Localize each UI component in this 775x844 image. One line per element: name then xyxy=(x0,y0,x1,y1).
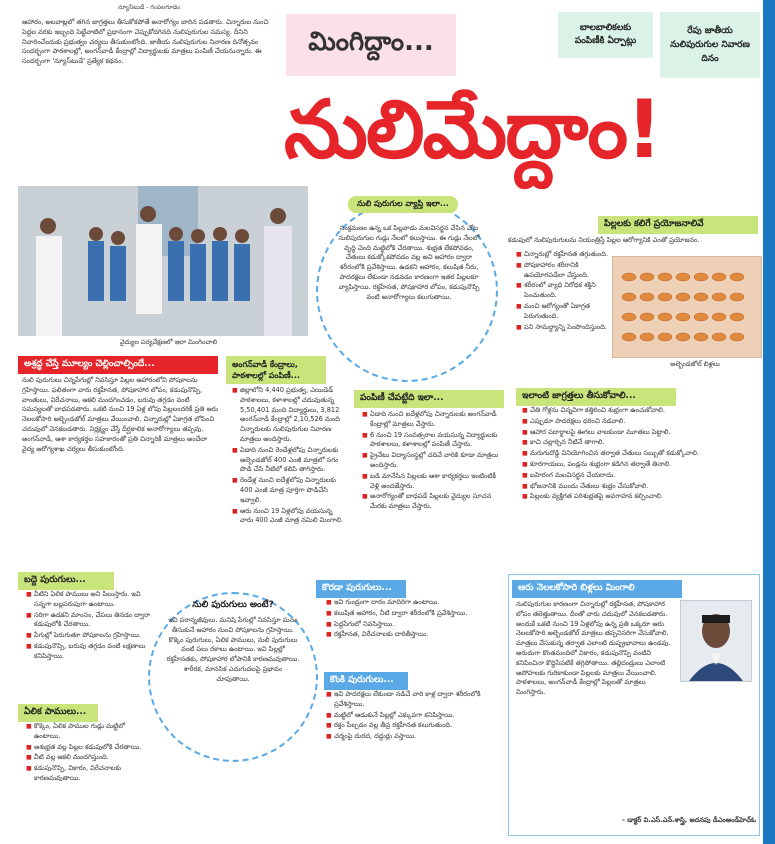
threadworm-item: ■ ఇవి గుండ్రంగా దారం మాదిరిగా ఉంటాయి. xyxy=(334,598,502,608)
roundworm-item: ■ కడుపునొప్పి, బరువు తగ్గడం వంటి లక్షణాలు కనిపిస్తాయి. xyxy=(34,642,152,662)
hookworm-item: ■ ఇవి పాదరక్షలు లేకుండా నడిచే వారి కాళ్ల ద్వారా శరీరంలోకి ప్రవేశిస్తాయి. xyxy=(334,690,502,710)
threadworm-item: ■ కలుషిత ఆహారం, నీటి ద్వారా శరీరంలోకి ప్రవేశిస్తాయి. xyxy=(334,609,502,619)
doctor-portrait xyxy=(681,601,751,681)
anganwadi-item: ■ ఆరు నుంచి 19 ఏళ్లలోపు వయసున్న వారు 400 ఎంజీ మాత్ర నమిలి మింగాలి. xyxy=(240,507,346,527)
tablets-illustration xyxy=(613,257,761,357)
roundworm-title: బద్దె పురుగులు... xyxy=(18,572,114,590)
hookworm-item: ■ మట్టిలో ఆడుకునే పిల్లల్లో ఎక్కువగా కనిపిస్తాయి. xyxy=(334,711,502,721)
threadworm-list xyxy=(326,598,502,666)
care-item: ■ ఆహార పదార్థాలపై ఈగలు వాలకుండా మూతలు పెట్టాలి. xyxy=(530,428,758,438)
care-item: ■ పిల్లలకు వ్యక్తిగత పరిశుభ్రతపై అవగాహన కల్పించాలి. xyxy=(530,492,758,502)
anganwadi-item: ■ జిల్లాలోని 4,440 ప్రభుత్వ, ఎయిడెడ్ పాఠశాలలు, కళాశాలల్లో చదువుతున్న 5,50,401 మంది విద్యార్థులు, 3,812 అంగన్‌వాడీ కేంద్రాల్లో 2,10,526 మంది చిన్నారులకు నులిపురుగుల నివారణ మాత్రలు అందిస్తారు. xyxy=(240,386,346,445)
roundworm-item: ■ వీటిని ఏలిక పాములు అని పిలుస్తారు. ఇవి సన్నగా బల్లపరుపుగా ఉంటాయి. xyxy=(34,590,152,610)
dose-list xyxy=(362,410,502,560)
byline: న్యూస్‌టుడే - గంపలగూడెం xyxy=(118,4,181,11)
threadworm-title: కొరడా పురుగులు... xyxy=(316,580,406,598)
roundworm-item: ■ సరిగా ఉడకని మాంసం, చేపలు తినడం ద్వారా కడుపులోకి చేరతాయి. xyxy=(34,611,152,631)
photo-caption: వైద్యుల పర్యవేక్షణలో ఇలా మింగించాలి xyxy=(120,338,218,346)
tag-box-distribution xyxy=(558,12,653,58)
dose-item: ■ అనారోగ్యంతో బాధపడే పిల్లలకు వైద్యుల సూచన మేరకు మాత్రలు వేస్తారు. xyxy=(370,492,502,512)
spread-circle-text: సంక్రమణం ఉన్న ఒక పిల్లవాడు మలవిసర్జన చేసిన చోట నులిపురుగుల గుడ్లు నేలలో కలుస్తాయి. ఈ గుడ్లు నేలలో వృద్ధి చెంది మట్టిలోకి చేరతాయి. శుభ్రత లేకపోవడం, చేతులు కడుక్కోకపోవడం వల్ల అవి ఆహారం ద్వారా శరీరంలోకి ప్రవేశిస్తాయి. ఉడకని ఆహారం, కలుషిత నీరు, పాదరక్షలు లేకుండా నడవడం కారణంగా ఇతర పిల్లలకూ వ్యాపిస్తాయి. రక్తహీనత, పోషకాహార లోపం, కడుపునొప్పి వంటి అనారోగ్యాలు కలుగుతాయి. xyxy=(338,224,480,301)
hookworm-item: ■ రక్తం పీల్చడం వల్ల తీవ్ర రక్తహీనత కలుగుతుంది. xyxy=(334,721,502,731)
pinworm-list xyxy=(26,722,152,834)
headline-kicker: మింగిద్దాం... xyxy=(308,27,434,57)
care-item: ■ కూరగాయలు, పండ్లను శుభ్రంగా కడిగిన తర్వాతే తినాలి. xyxy=(530,460,758,470)
roundworm-list xyxy=(26,590,152,696)
dose-item: ■ బడి మానేసిన పిల్లలకు ఆశా కార్యకర్తలు ఇంటింటికీ వెళ్లి అందజేస్తారు. xyxy=(370,472,502,492)
pinworm-item: ■ కడుపునొప్పి, వికారం, విరేచనాలకు కారణమవుతాయి. xyxy=(34,764,152,784)
benefit-item: ■ చిన్నారుల్లో రక్తహీనత తగ్గుతుంది. xyxy=(524,250,608,260)
definition-circle-text: ఇవి పరాన్నజీవులు. మనిషి పేగుల్లో నివసిస్తూ మనం తీసుకునే ఆహారం నుంచి పోషకాలను గ్రహిస్తాయి. కొక్కెం పురుగులు, ఏలిక పాములు, నులి పురుగులు వంటి పలు రకాలు ఉంటాయి. ఇవి పిల్లల్లో రక్తహీనతకు, పోషకాహార లోపానికి కారణమవుతాయి. శారీరక, మానసిక ఎదుగుదలపై ప్రభావం చూపుతాయి. xyxy=(166,616,300,683)
care-item: ■ కాచి చల్లార్చిన నీటినే తాగాలి. xyxy=(530,438,758,448)
anganwadi-title: అంగన్‌వాడీ కేంద్రాలు, పాఠశాలల్లో పంపిణీ... xyxy=(226,356,326,384)
care-title: ఇలాంటి జాగ్రత్తలు తీసుకోవాలి... xyxy=(516,388,676,406)
doctor-box-text: నులిపురుగుల కారణంగా చిన్నారుల్లో రక్తహీనత, పోషకాహార లోపం తలెత్తుతాయి. దీంతో వారు చదువులో వెనకబడతారు. అందుకే ఒకటి నుంచి 19 ఏళ్లలోపు ఉన్న ప్రతి ఒక్కరూ ఆరు నెలలకోసారి అల్బెండజోల్ మాత్రలు తప్పనిసరిగా వేసుకోవాలి. మాత్రలు వేసుకున్న తర్వాత ఎలాంటి దుష్ప్రభావాలు ఉండవు. అరుదుగా కొంతమందిలో వికారం, కడుపునొప్పి వంటివి కనిపించినా కొద్దిసేపటికే తగ్గిపోతాయి. తల్లిదండ్రులు ఎలాంటి అపోహలకు గురికాకుండా పిల్లలకు మాత్రలు వేయించాలి. పాఠశాలలు, అంగన్‌వాడీ కేంద్రాల్లో పిల్లలతో మాత్రలు మింగిస్తారు. xyxy=(516,600,671,697)
students-photo-illustration xyxy=(18,186,308,336)
headline-kicker-box xyxy=(286,14,456,76)
dose-item: ■ 6 నుంచి 19 సంవత్సరాల వయసున్న విద్యార్థులకు పాఠశాలలు, కళాశాలల్లో పంపిణీ చేస్తారు. xyxy=(370,431,502,451)
benefit-item: ■ మంచి ఆరోగ్యంతో ఏకాగ్రత పెరుగుతుంది. xyxy=(524,302,608,322)
benefit-item: ■ శరీరంలో వ్యాధి నిరోధక శక్తిని పెంచుతుంది. xyxy=(524,281,608,301)
benefit-item: ■ పోషకాహారం శరీరానికి ఉపయోగపడేలా చేస్తుంది. xyxy=(524,261,608,281)
pinworm-item: ■ వీటి వల్ల ఆకలి మందగిస్తుంది. xyxy=(34,753,152,763)
anganwadi-list xyxy=(232,386,346,566)
care-item: ■ ఎప్పుడూ పాదరక్షలు ధరించి నడవాలి. xyxy=(530,417,758,427)
tag-distribution-text: బాలబాలికలకు పంపిణీకి ఏర్పాట్లు xyxy=(574,23,637,46)
tablets-photo xyxy=(612,256,762,358)
care-item: ■ చేతి గోళ్లను చిన్నవిగా కత్తిరించి శుభ్రంగా ఉంచుకోవాలి. xyxy=(530,406,758,416)
hookworm-item: ■ చర్మంపై దురద, దద్దుర్లు వస్తాయి. xyxy=(334,732,502,742)
anganwadi-item: ■ రెండేళ్ల నుంచి ఐదేళ్లలోపు చిన్నారులకు 400 ఎంజీ మాత్ర పూర్తిగా పొడిచేసి ఇవ్వాలి. xyxy=(240,476,346,505)
benefits-list xyxy=(516,250,608,380)
anganwadi-item: ■ ఏడాది నుంచి రెండేళ్లలోపు చిన్నారులకు అల్బెండజోల్ 400 ఎంజీ మాత్రలో సగం పొడి చేసి నీటిలో కలిపి తాగిస్తారు. xyxy=(240,446,346,475)
hookworm-title: కొంకి పురుగులు... xyxy=(324,672,408,690)
care-list xyxy=(522,406,758,566)
doctor-box-title: ఆరు నెలలకోసారి బిళ్లలు మింగాలి xyxy=(512,580,682,598)
page-edge-strip xyxy=(763,0,775,844)
dose-title: పంపిణీ చేపట్టేది ఇలా... xyxy=(354,390,504,408)
doctor-photo xyxy=(680,600,752,682)
pinworm-item: ■ కొక్కెం, ఏలిక పాముల గుడ్లు మట్టిలో ఉంటాయి. xyxy=(34,722,152,742)
precautions-text: నులి పురుగులు చిన్నపేగుల్లో నివసిస్తూ పిల్లల ఆహారంలోని పోషకాలను గ్రహిస్తాయి. ఫలితంగా వారు రక్తహీనత, పోషకాహార లోపం, కడుపునొప్పి, వాంతులు, విరేచనాలు, ఆకలి మందగించడం, బరువు తగ్గడం వంటి సమస్యలతో బాధపడతారు. ఒకటి నుంచి 19 ఏళ్ల లోపు పిల్లలందరికీ ప్రతి ఆరు నెలలకోసారి అల్బెండజోల్ మాత్రలు వేయించాలి. చిన్నారుల్లో ఏకాగ్రత లోపించి చదువులో వెనకబడతారు. నిర్లక్ష్యం చేస్తే దీర్ఘకాలిక అనారోగ్యాలు తప్పవు. అంగన్‌వాడీ, ఆశా కార్యకర్తల సహకారంతో ప్రతి చిన్నారికీ మాత్రలు అందేలా వైద్య ఆరోగ్యశాఖ చర్యలు తీసుకుంటోంది. xyxy=(22,376,218,453)
pinworm-title: ఏలిక పాములు... xyxy=(18,704,98,722)
spread-circle-title: నులి పురుగుల వ్యాప్తి ఇలా... xyxy=(348,196,458,213)
definition-circle-title: నులి పురుగులు అంటే? xyxy=(192,600,274,610)
hookworm-list xyxy=(326,690,502,830)
benefits-intro: కడుపులో నులిపురుగులను నియంత్రిస్తే పిల్లల ఆరోగ్యానికి ఎంతో ప్రయోజనం. xyxy=(508,236,700,244)
threadworm-item: ■ రక్తహీనత, విరేచనాలకు దారితీస్తాయి. xyxy=(334,630,502,640)
care-item: ■ భోజనానికి ముందు చేతులు శుభ్రం చేసుకోవాలి. xyxy=(530,482,758,492)
dose-item: ■ ప్రైవేటు విద్యాసంస్థల్లో చదివే వారికి కూడా మాత్రలు అందిస్తారు. xyxy=(370,451,502,471)
care-item: ■ మరుగుదొడ్డి వినియోగించిన తర్వాత చేతులు సబ్బుతో కడుక్కోవాలి. xyxy=(530,449,758,459)
pinworm-item: ■ అశుభ్రత వల్ల పిల్లల కడుపులోకి చేరతాయి. xyxy=(34,743,152,753)
tablets-caption: అల్బెండజోల్ బిళ్లలు xyxy=(670,360,720,368)
headline-main: నులిమేద్దాం! xyxy=(284,83,661,176)
roundworm-item: ■ పేగుల్లో పెరుగుతూ పోషకాలను గ్రహిస్తాయి. xyxy=(34,631,152,641)
tag-box-national-day xyxy=(660,12,760,78)
tag-national-day-text: రేపు జాతీయ నులిపురుగుల నివారణ దినం xyxy=(670,26,750,64)
precautions-title: అశ్రద్ధ చేస్తే మూల్యం చెల్లించాల్సిందే... xyxy=(18,356,218,374)
dose-item: ■ ఏడాది నుంచి ఐదేళ్లలోపు చిన్నారులకు అంగన్‌వాడీ కేంద్రాల్లో మాత్రలు వేస్తారు. xyxy=(370,410,502,430)
lead-paragraph: ఆహారం, అలవాట్లలో తగిన జాగ్రత్తలు తీసుకోకపోతే అనారోగ్యం బారిన పడతారు. చిన్నారుల నుంచి పెద్దల వరకు ఇబ్బంది పెట్టేవాటిలో ప్రధానంగా చెప్పుకోదగినది నులిపురుగుల సమస్య. దీనిని నివారించేందుకు ప్రభుత్వం చర్యలు తీసుకుంటోంది. జాతీయ నులిపురుగుల నివారణ దినోత్సవం సందర్భంగా పాఠశాలల్లో, అంగన్‌వాడీ కేంద్రాల్లో విద్యార్థులకు మాత్రలు పంపిణీ చేయనున్నారు. ఈ సందర్భంగా 'న్యూస్‌టుడే' ప్రత్యేక కథనం. xyxy=(22,18,269,66)
threadworm-item: ■ పెద్దపేగులో నివసిస్తాయి. xyxy=(334,620,502,630)
care-item: ■ బహిరంగ మలవిసర్జన చేయరాదు. xyxy=(530,471,758,481)
students-photo xyxy=(18,186,308,336)
benefit-item: ■ పని సామర్థ్యాన్ని పెంపొందిస్తుంది. xyxy=(524,323,608,333)
benefits-title: పిల్లలకు కలిగే ప్రయోజనాలివే xyxy=(598,216,758,234)
doctor-signature: - డాక్టర్ వి.ఎస్.ఎన్.శాస్త్రి, అదనపు డీఎంఅండ్‌హెచ్‌ఓ xyxy=(622,816,756,824)
